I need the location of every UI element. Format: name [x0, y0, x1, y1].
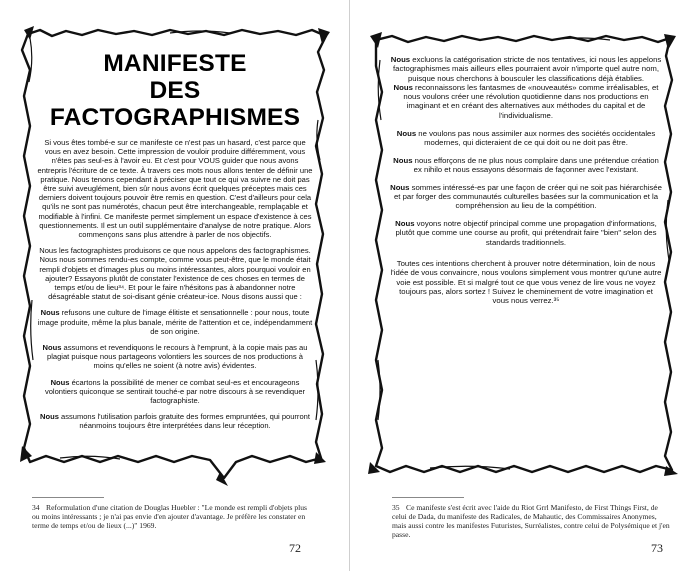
statement-lead: Nous — [393, 82, 413, 92]
statement-text: refusons une culture de l'image élitiste et sensationnelle : pour nous, toute image produite, même la plus banale, mérite de l'attention et ce, indépendamment de son origine. — [37, 308, 313, 336]
statement-lead: Nous — [40, 308, 60, 318]
intro-paragraph: Si vous êtes tombé-e sur ce manifeste ce n'est pas un hasard, c'est parce que vous en avez besoin. Cette impression de vouloir produire différemment, vous n'êtes pas seul-es à l'avoir eu. Et c'est pour VOUS guider que nous avons entrepris l'écriture de ce texte. À travers ces mots nous allons tenter de définir une pratique. Nous tenons cependant à préciser que tout ce qui va suivre ne doit pas être suivi aveuglément, bien sûr nous avons écrit quelques préceptes mais ces derniers doivent toujours pouvoir être remis en question. C'est d'ailleurs pour cela qu'ils ne sont pas numérotés, chacun peut être interchangeable, remplaçable et modifiable à l'infini. Ce manifeste permet simplement un espace d'existence à ces questionnements. Il est un outil supplémentaire d'analyse de notre pratique. Alors commençons sans plus attendre à parler de nos objectifs. — [37, 138, 313, 240]
manifesto-panel-right — [390, 55, 662, 314]
statement-lead: Nous — [390, 182, 410, 192]
statement-text: excluons la catégorisation stricte de nos tentatives, ici nous les appelons factographismes mais ailleurs elles pourraient avoir n'importe quel autre nom, puisque nous cherchons à bousculer les classifications déjà établies. — [393, 55, 662, 83]
statement-item — [36, 343, 314, 371]
statement-item — [390, 156, 662, 175]
page-number-right: 73 — [651, 541, 663, 555]
footnote-number: 34 — [32, 503, 40, 512]
statement-item — [36, 378, 314, 406]
title-line-1: MANIFESTE — [103, 50, 247, 77]
statement-lead: Nous — [393, 155, 413, 165]
statement-text: écartons la possibilité de mener ce combat seul-es et encourageons volontiers quiconque se sentirait touché-e par notre discours à se revendiquer factographiste. — [44, 377, 306, 406]
factographistes-paragraph: Nous les factographistes produisons ce que nous appelons des factographismes. Nous nous sommes rendu-es compte, comme vous peut-être, que le monde était rempli d'objets et d'images plus ou moins intéressantes, alors pourquoi vouloir en ajouter? Essayons plutôt de constater l'existence de ces choses en termes de temps et/ou de lieu³⁴. Et pour le faire n'hésitons pas à abandonner notre désagréable statut de soi-disant génie créateur-ice. Nous disons aussi que : — [39, 246, 311, 302]
statement-text: nous efforçons de ne plus nous complaire dans une prétendue création ex nihilo et nous essayons désormais de façonner avec l'existant. — [412, 155, 659, 174]
footnote-34 — [32, 503, 316, 530]
statement-text: reconnaissons les fantasmes de «nouveautés» comme irréalisables, et nous voulons créer une révolution quotidienne dans nos productions en imaginant et en créant des alternatives aux méthodes du capital et de l'individualisme. — [403, 82, 659, 120]
manifesto-title — [36, 50, 314, 131]
footnote-35 — [392, 503, 672, 539]
statement-text: ne voulons pas nous assimiler aux normes des sociétés occidentales modernes, qui dicteraient de ce qui doit ou ne doit pas être. — [416, 128, 656, 147]
statement-lead: Nous — [42, 343, 62, 353]
page-number-left: 72 — [289, 541, 301, 555]
footnote-text: Reformulation d'une citation de Douglas Huebler : "Le monde est rempli d'objets plus ou moins intéressants ; je n'ai pas envie d'en ajouter d'avantage. Je préfère les constater en terme de temps et/ou de lieux (...)" 1969. — [32, 503, 308, 531]
footnote-number: 35 — [392, 503, 400, 512]
statement-item — [36, 308, 314, 336]
footnote-text: Ce manifeste s'est écrit avec l'aide du Riot Grrl Manifesto, de First Things First, de celui de Dada, du manifeste des Radicales, de Mahautic, des Commissaires Anonymes, mais aussi contre les manifestes Futuristes, Surréalistes, contre celui de Polysémique et j'en passe. — [392, 503, 670, 540]
statement-item — [36, 412, 314, 430]
title-line-2: DES FACTOGRAPHISMES — [49, 77, 301, 131]
closing-paragraph: Toutes ces intentions cherchent à prouver notre détermination, loin de nous l'idée de vous convaincre, nous voulons simplement vous montrer qu'une autre voie est possible. Et si malgré tout ce que vous venez de lire vous ne voyez toujours pas, alors sortez ! Suivez le cheminement de votre imagination et vous nous verrez.³⁵ — [390, 259, 662, 306]
statement-lead: Nous — [396, 128, 417, 138]
statement-text: voyons notre objectif principal comme une propagation d'informations, plutôt que comme une course au profit, qui prétendrait faire "bien" selon des standards traditionnels. — [395, 219, 657, 247]
footnote-rule — [32, 497, 104, 498]
statement-item — [390, 219, 662, 247]
statement-item — [390, 183, 662, 211]
footnote-rule — [392, 497, 464, 498]
statement-lead: Nous — [395, 219, 415, 229]
statement-lead: Nous — [50, 377, 70, 387]
statement-text: assumons l'utilisation parfois gratuite des formes empruntées, qui pourront néanmoins toujours être interprétées dans leur réception. — [58, 412, 310, 431]
statement-lead: Nous — [390, 55, 411, 64]
statement-lead: Nous — [40, 412, 59, 422]
manifesto-panel-left — [36, 50, 314, 438]
left-page — [0, 0, 349, 571]
statement-text: sommes intéressé-es par une façon de créer qui ne soit pas hiérarchisée et par forger des communautés culturelles basées sur la communication et la compréhension au lieu de la compétition. — [393, 182, 662, 211]
statement-text: assumons et revendiquons le recours à l'emprunt, à la copie mais pas au plagiat puisque nous partageons volontiers les sources de nos productions à moins qu'elles ne soient (à notre avis) évidentes. — [47, 343, 308, 371]
statement-item — [390, 55, 662, 120]
right-page — [350, 0, 699, 571]
statement-item — [390, 129, 662, 148]
